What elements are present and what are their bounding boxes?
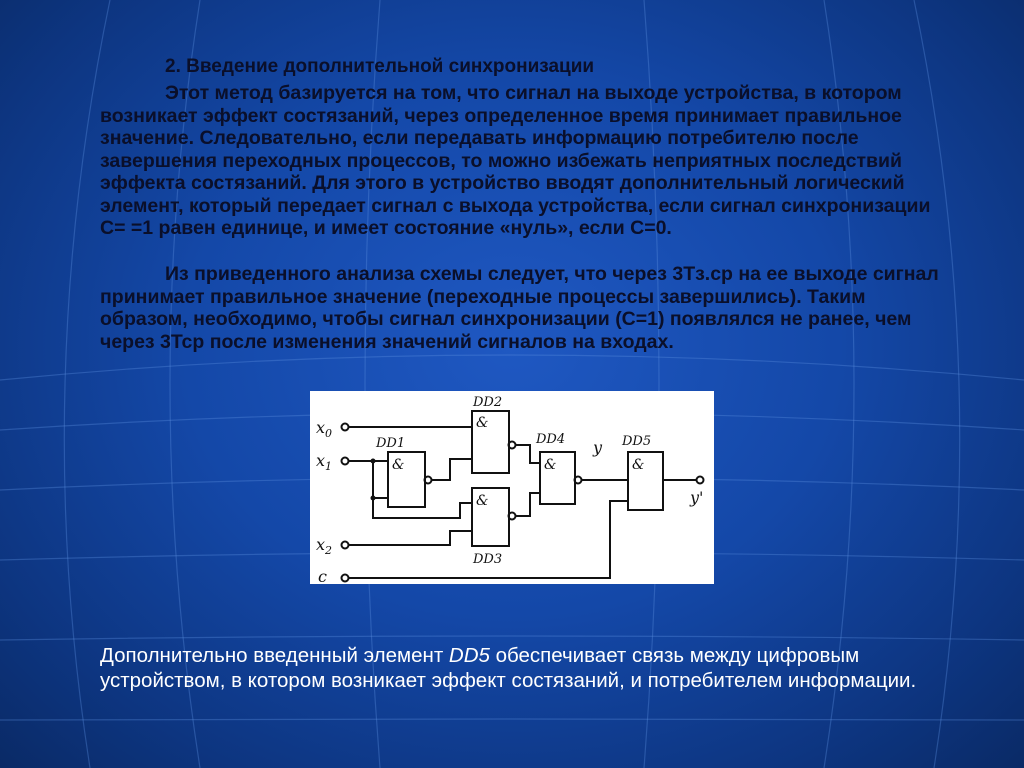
and-dd3: &: [476, 493, 489, 509]
caption-dd5: DD5: [448, 644, 490, 667]
wire-x2: [348, 531, 472, 545]
junction-1: [371, 459, 376, 464]
label-x0: $x_0$: [316, 418, 333, 440]
and-dd2: &: [476, 415, 489, 431]
label-dd5: DD5: [622, 434, 652, 449]
wire-dd2-dd4: [515, 445, 540, 463]
paragraph-2: Из приведенного анализа схемы следует, что через 3Тз.ср на ее выходе сигнал принимает правильное значение (переходные процессы завершились). Таким образом, необходимо, чтобы сигнал синхронизации (С=1) появлялся не ранее, чем через 3Тср после изменения значений сигналов на входах.: [100, 263, 939, 353]
logic-circuit-diagram: [310, 391, 714, 584]
wire-dd3-dd4: [515, 493, 540, 516]
label-x1: $x_1$: [316, 451, 333, 473]
label-dd2: DD2: [473, 395, 503, 410]
terminal-x2: [342, 542, 349, 549]
caption-text-2: обеспечивает связь между цифровым устройством, в котором возникает эффект состязаний, и потребителем информации.: [100, 644, 917, 692]
paragraph-1: Этот метод базируется на том, что сигнал на выходе устройства, в котором возникает эффект состязаний, через определенное время принимает правильное значение. Следовательно, если передавать информацию потребителю после завершения переходных процессов, то можно избежать неприятных последствий эффекта состязаний. Для этого в устройство вводят дополнительный логический элемент, который передает сигнал с выхода устройства, если сигнал синхронизации С= =1 равен единице, и имеет состояние «нуль», если С=0.: [100, 82, 931, 239]
slide-caption: [100, 643, 960, 693]
label-y-out: y': [690, 488, 704, 507]
terminal-c: [342, 575, 349, 582]
caption-text-1: Дополнительно введенный элемент: [100, 644, 449, 667]
label-dd1: DD1: [376, 436, 406, 451]
label-c: c: [318, 567, 327, 584]
terminal-x1: [342, 458, 349, 465]
label-dd3: DD3: [473, 552, 503, 567]
label-x2: $x_2$: [316, 535, 333, 557]
wire-dd1-dd2: [431, 459, 472, 480]
circuit-svg: [310, 391, 714, 584]
and-dd1: &: [392, 457, 405, 473]
slide-heading: 2. Введение дополнительной синхронизации: [165, 56, 595, 77]
label-y: y: [593, 438, 603, 457]
terminal-x0: [342, 424, 349, 431]
junction-2: [371, 496, 376, 501]
label-dd4: DD4: [536, 432, 566, 447]
wire-x1-branch: [373, 461, 388, 498]
and-dd5: &: [632, 457, 645, 473]
and-dd4: &: [544, 457, 557, 473]
terminal-y-out: [697, 477, 704, 484]
